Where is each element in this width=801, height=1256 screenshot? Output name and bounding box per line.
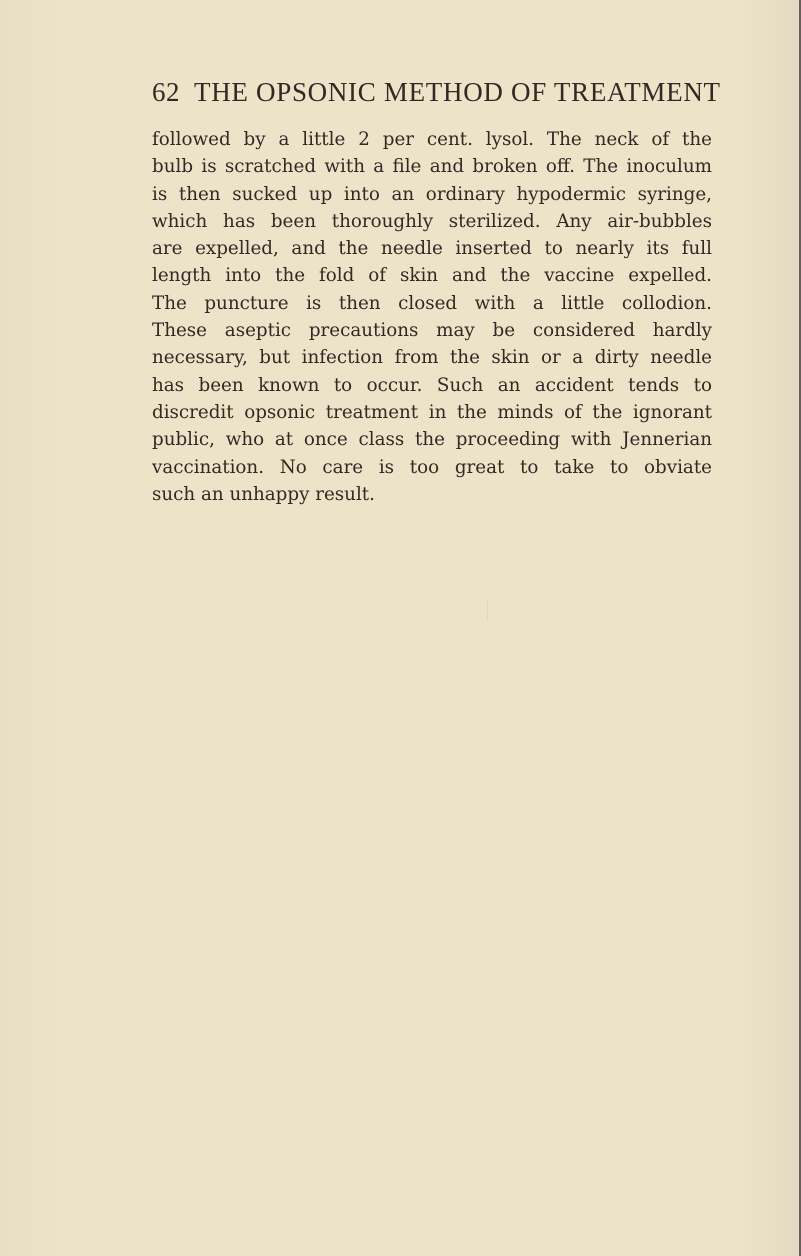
- body-paragraph: [152, 126, 712, 508]
- text-line: necessary, but infection from the skin or a dirty needle: [152, 347, 712, 369]
- text-line: followed by a little 2 per cent. lysol. The neck of the: [152, 129, 712, 150]
- text-line: vaccination. No care is too great to take to obviate: [152, 456, 712, 478]
- paper-mark: [487, 600, 488, 620]
- text-line: such an unhappy result.: [152, 483, 375, 505]
- text-line: These aseptic precautions may be considered hardly: [152, 320, 712, 342]
- page-number: 62: [152, 77, 180, 107]
- text-line: The puncture is then closed with a little collodion.: [152, 292, 712, 314]
- text-line: which has been thoroughly sterilized. Any air-bubbles: [152, 210, 712, 232]
- running-title: THE OPSONIC METHOD OF TREATMENT: [194, 77, 721, 107]
- text-line: discredit opsonic treatment in the minds of the ignorant: [152, 401, 712, 423]
- text-line: are expelled, and the needle inserted to nearly its full: [152, 238, 712, 260]
- text-line: has been known to occur. Such an accident tends to: [152, 374, 712, 396]
- text-line: bulb is scratched with a file and broken off. The inoculum: [152, 156, 712, 178]
- running-header: [152, 77, 721, 107]
- text-line: is then sucked up into an ordinary hypodermic syringe,: [152, 183, 712, 205]
- text-line: public, who at once class the proceeding with Jennerian: [152, 429, 712, 451]
- text-line: length into the fold of skin and the vaccine expelled.: [152, 265, 712, 287]
